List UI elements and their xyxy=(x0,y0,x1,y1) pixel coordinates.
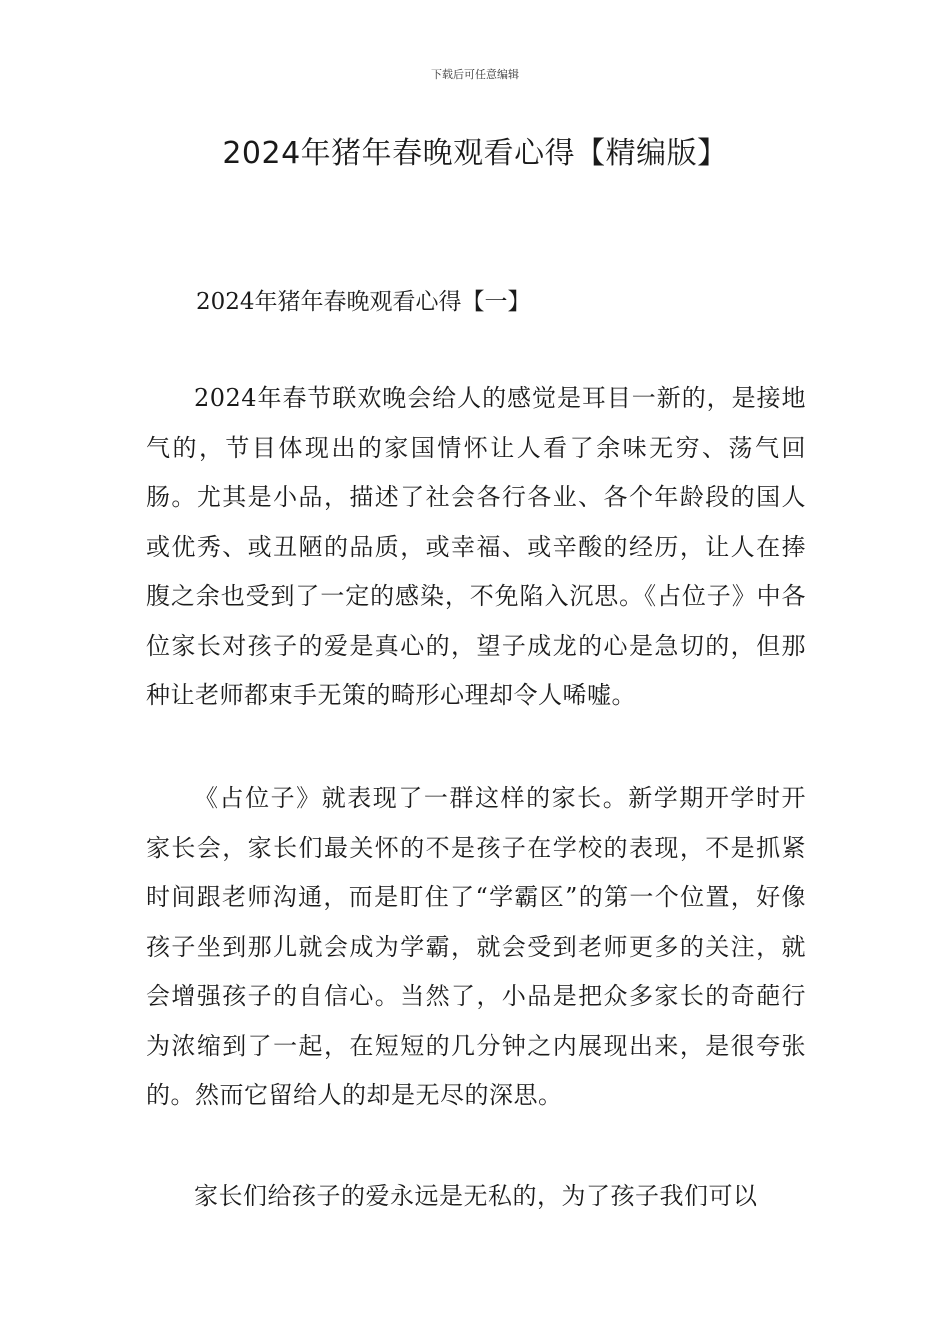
section-heading: 2024年猪年春晚观看心得【一】 xyxy=(196,289,531,315)
document-title: 2024年猪年春晚观看心得【精编版】 xyxy=(222,136,728,171)
paragraph-2: 《占位子》就表现了一群这样的家长。新学期开学时开家长会，家长们最关怀的不是孩子在学校的表现，不是抓紧时间跟老师沟通，而是盯住了“学霸区”的第一个位置，好像孩子坐到那儿就会成为学霸，就会受到老师更多的关注，就会增强孩子的自信心。当然了，小品是把众多家长的奇葩行为浓缩到了一起，在短短的几分钟之内展现出来，是很夸张的。然而它留给人的却是无尽的深思。 xyxy=(146,784,806,1109)
header-note: 下载后可任意编辑 xyxy=(431,68,519,81)
paragraph-3: 家长们给孩子的爱永远是无私的，为了孩子我们可以 xyxy=(194,1182,758,1210)
paragraph-1: 2024年春节联欢晚会给人的感觉是耳目一新的，是接地气的，节目体现出的家国情怀让人看了余味无穷、荡气回肠。尤其是小品，描述了社会各行各业、各个年龄段的国人或优秀、或丑陋的品质，或幸福、或辛酸的经历，让人在捧腹之余也受到了一定的感染，不免陷入沉思。《占位子》中各位家长对孩子的爱是真心的，望子成龙的心是急切的，但那种让老师都束手无策的畸形心理却令人唏嘘。 xyxy=(146,384,806,709)
